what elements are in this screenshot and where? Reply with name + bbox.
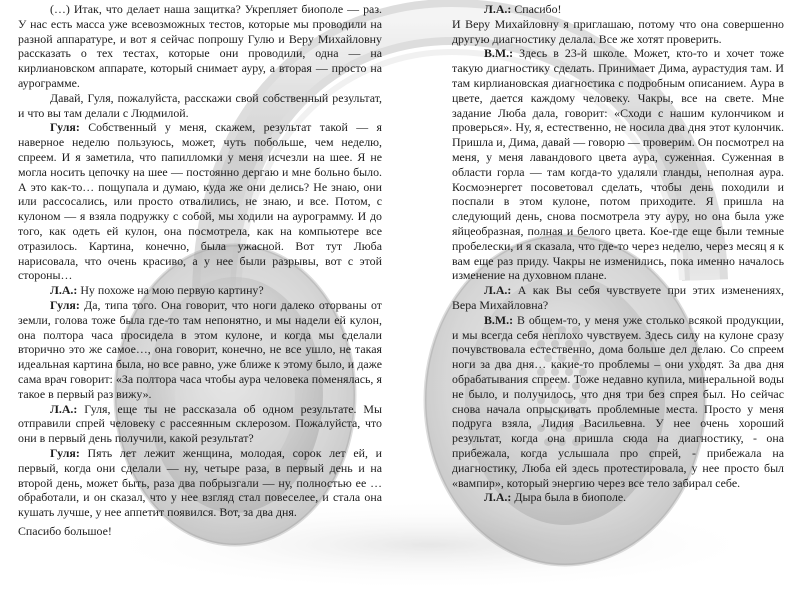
speaker-label: Л.А.: [484, 490, 512, 505]
speaker-label: Гуля: [50, 120, 80, 135]
paragraph: Гуля: Пять лет лежит женщина, молодая, сорок лет ей, и первый, когда они сделали — ну, четыре раза, в первый день и на второй день, может быть, раза два побрызгали — ну, полностью ее … обработали, и он сказал, что у нее взгляд стал повеселее, и стала она кушать лучше, у нее аппетит появился. Вот, за два дня. [18, 445, 382, 520]
speaker-label: Л.А.: [484, 283, 512, 298]
paragraph: И Веру Михайловну я приглашаю, потому что она совершенно другую диагностику делала. Все же хотят проверить. [452, 16, 784, 46]
paragraph: В.М.: Здесь в 23-й школе. Может, кто-то и хочет тоже такую диагностику сделать. Принимает Дима, аурастудия там. И там кирлиановская диагностика с подробным описанием. Аура в цвете, дается каждому человеку. Чакры, все на свете. Мне задание Люба дала, говорит: «Сходи с нашим кулончиком и проверься». Ну, я, естественно, не носила два дня этот кулончик. Пришла и, Дима, давай — говорю — проверим. Он посмотрел на меня, у меня лавандового цвета аура, суженная. Суженная в области горла — там когда-то удаляли гланды, неполная аура. Космоэнергет посоветовал сделать, чтобы день походили и поспали в этом кулоне, потом приходите. Я пришла на следующий день, снова посмотрела эту ауру, но она была уже яйцеобразная, полная и белого цвета. Кое-где еще были темные пробелески, и я сказала, что где-то через неделю, через месяц я к вам еще раз приду. Чакры не изменились, пока именно началось изменение на духовном плане. [452, 46, 784, 283]
paragraph: Л.А.: Спасибо! [484, 2, 562, 16]
paragraph: В.М.: В общем-то, у меня уже столько всякой продукции, и мы всегда себя неплохо чувствуем. Здесь силу на кулоне сразу почувствовала естественно, дома больше дел делаю. Со спреем ноги за два дня… какие-то проблемы – они уходят. За два дня обрабатывания спреем. Тоже недавно купила, минеральной воды не было, и получилось, что дня три без спрея был. Но сейчас снова начала опрыскивать проблемные места. Просто у меня подруга взяла, Лидия Васильевна. У нее очень хороший результат, когда она пришла сюда на диагностику, - она прибежала, когда услышала про спрей, - прибежала на диагностику, Люба ей здесь протестировала, у нее просто был «вампир», который энергию через все тело забирал себе. [452, 312, 784, 490]
speaker-label: В.М.: [484, 46, 514, 61]
paragraph: (…) Итак, что делает наша защитка? Укрепляет биополе — раз. У нас есть масса уже всевозможных тестов, которые мы проводили на разной аппаратуре, и вот я сейчас попрошу Гулю и Веру Михайловну рассказать о тех тестах, которые они проводили, одна — на кирлиановском аппарате, который снимает ауру, а вторая — просто на аурограмме. [18, 2, 382, 90]
paragraph: Гуля: Да, типа того. Она говорит, что ноги далеко оторваны от земли, голова тоже была где-то там непонятно, и мы надели ей кулон, она полтора часа просидела в этом кулоне, и когда мы сделали вторично это же самое…, она говорит, конечно, не все ушло, не такая идеальная картина была, но все равно, уже ближе к этому было, и даже сама врач говорит: «За полтора часа чтобы аура человека поменялась, я такое в первый раз вижу». [18, 297, 382, 401]
speaker-label: Гуля: [50, 297, 80, 312]
speaker-label: Л.А.: [484, 2, 512, 16]
right-text-column [452, 2, 784, 505]
paragraph: Л.А.: Дыра была в биополе. [484, 490, 627, 505]
speaker-label: Гуля: [50, 445, 80, 460]
speaker-label: Л.А.: [50, 283, 78, 298]
paragraph: Л.А.: Ну похоже на мою первую картину? [50, 283, 264, 298]
speaker-label: В.М.: [484, 312, 514, 327]
paragraph: Гуля: Собственный у меня, скажем, результат такой — я наверное неделю пользуюсь, может, чуть побольше, чем неделю, спреем. И я заметила, что папилломки у меня исчезли на шее. Я не могла носить цепочку на шее — постоянно дергаю и мне больно было. А это как-то… пощупала и думаю, куда же они делись? Не знаю, они или рассосались, или просто отвалились, не знаю, и все. Потом, с кулоном — я взяла подружку с собой, мы ходили на аурограмму. И до того, как одеть ей кулон, она посмотрела, как на компьютере все отразилось. Картина, конечно, была ужасной. Вот тут Люба нарисовала, что очень красиво, а у нее были разрывы, вот с этой стороны… [18, 120, 382, 283]
paragraph: Давай, Гуля, пожалуйста, расскажи свой собственный результат, и что вы там делали с Людмилой. [18, 90, 382, 120]
closing-line: Спасибо большое! [18, 523, 112, 538]
paragraph: Л.А.: А как Вы себя чувствуете при этих изменениях, Вера Михайловна? [452, 283, 784, 312]
left-text-column [18, 2, 382, 539]
paragraph: Л.А.: Гуля, еще ты не рассказала об одном результате. Мы отправили спрей человеку с рассеянным склерозом. Пожалуйста, что они в первый день получили, какой результат? [18, 401, 382, 446]
speaker-label: Л.А.: [50, 401, 78, 416]
